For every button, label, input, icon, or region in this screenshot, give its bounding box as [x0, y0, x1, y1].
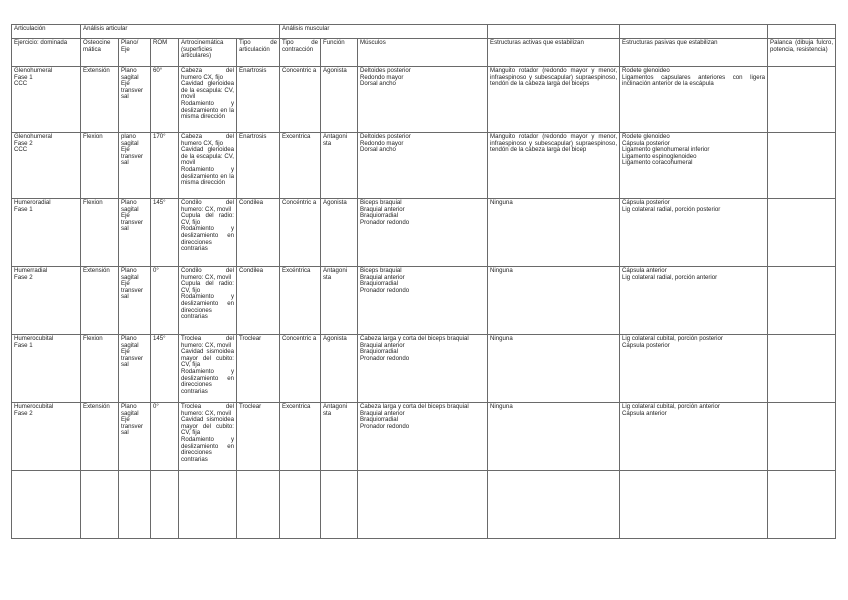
- col-funcion: Función: [321, 39, 358, 67]
- cell-articulacion: Humerradial Fase 2: [12, 267, 81, 335]
- cell-estructuras-pasivas: Cápsula anterior Lig colateral radial, porción anterior: [620, 267, 768, 335]
- cell-rom: 0°: [151, 267, 179, 335]
- cell-musculos: Biceps braquial Braquial anterior Braquiorradial Pronador redondo: [358, 199, 488, 267]
- header-empty: [768, 25, 836, 39]
- cell-estructuras-activas: Manguito rotador (redondo mayor y menor, infraespinoso y subescapular) supraespinoso, tendón de la cabeza larga del bicep: [488, 133, 620, 199]
- cell-articulacion: Glenohumeral Fase 2 CCC: [12, 133, 81, 199]
- cell-plano-eje: Plano sagital Eje transver sal: [119, 199, 151, 267]
- cell-osteocinematica: Flexion: [81, 335, 119, 403]
- col-palanca: Palanca (dibuja fulcro, potencia, resistencia): [768, 39, 836, 67]
- cell-palanca: [768, 403, 836, 471]
- cell-funcion: Antagoni sta: [321, 403, 358, 471]
- cell-estructuras-activas: Ninguna: [488, 335, 620, 403]
- column-header-row: [12, 39, 836, 67]
- cell-tipo-articulacion: Condilea: [237, 199, 280, 267]
- table-row: [12, 267, 836, 335]
- empty-cell: [179, 471, 237, 539]
- cell-osteocinematica: Flexion: [81, 199, 119, 267]
- empty-cell: [237, 471, 280, 539]
- analysis-table: [11, 24, 836, 539]
- cell-funcion: Antagoni sta: [321, 267, 358, 335]
- cell-funcion: Agonista: [321, 199, 358, 267]
- cell-tipo-contraccion: Concentric a: [280, 335, 321, 403]
- cell-artrocinematica: Cabeza del humero CX, fijo Cavidad glenoidea de la escapula: CV, movil Rodamiento y deslizamiento en la misma dirección: [179, 133, 237, 199]
- cell-plano-eje: plano sagital Eje transver sal: [119, 133, 151, 199]
- table-row: [12, 199, 836, 267]
- cell-artrocinematica: Troclea del humero: CX, movil Cavidad sismoidea mayor del cubito: CV, fija Rodamiento y deslizamiento en direcciones contrarias: [179, 403, 237, 471]
- cell-estructuras-pasivas: Rodete glenoideo Ligamentos capsulares anteriores con ligera inclinación anterior de la escápula: [620, 67, 768, 133]
- header-empty: [488, 25, 620, 39]
- cell-palanca: [768, 67, 836, 133]
- cell-estructuras-activas: Ninguna: [488, 403, 620, 471]
- cell-artrocinematica: Cabeza del humero CX, fijo Cavidad glenoidea de la escapula: CV, movil Rodamiento y deslizamiento en la misma dirección: [179, 67, 237, 133]
- cell-tipo-articulacion: Troclear: [237, 403, 280, 471]
- cell-palanca: [768, 199, 836, 267]
- col-tipo-contraccion: Tipo de contracción: [280, 39, 321, 67]
- header-analisis-muscular: Análisis muscular: [280, 25, 488, 39]
- cell-musculos: Biceps braquial Braquial anterior Braquiorradial Pronador redondo: [358, 267, 488, 335]
- col-musculos: Músculos: [358, 39, 488, 67]
- cell-tipo-articulacion: Condilea: [237, 267, 280, 335]
- table-row: [12, 67, 836, 133]
- empty-cell: [358, 471, 488, 539]
- table-row: [12, 133, 836, 199]
- cell-articulacion: Humerocubital Fase 2: [12, 403, 81, 471]
- col-tipo-articulacion: Tipo de articulación: [237, 39, 280, 67]
- cell-tipo-contraccion: Concentric a: [280, 67, 321, 133]
- cell-tipo-contraccion: Excentrica: [280, 133, 321, 199]
- cell-plano-eje: Plano sagital Eje transver sal: [119, 67, 151, 133]
- empty-cell: [620, 471, 768, 539]
- empty-cell: [151, 471, 179, 539]
- col-rom: ROM: [151, 39, 179, 67]
- cell-rom: 170°: [151, 133, 179, 199]
- table-row: [12, 403, 836, 471]
- cell-tipo-articulacion: Troclear: [237, 335, 280, 403]
- cell-rom: 145°: [151, 199, 179, 267]
- empty-cell: [321, 471, 358, 539]
- cell-musculos: Cabeza larga y corta del biceps braquial Braquial anterior Braquiorradial Pronador redondo: [358, 403, 488, 471]
- cell-estructuras-pasivas: Lig colateral cubital, porción posterior Cápsula posterior: [620, 335, 768, 403]
- cell-musculos: Deltoides posterior Redondo mayor Dorsal ancho: [358, 67, 488, 133]
- empty-cell: [119, 471, 151, 539]
- cell-tipo-contraccion: Excéntrica: [280, 267, 321, 335]
- cell-estructuras-activas: Manguito rotador (redondo mayor y menor, infraespinoso y subescapular) supraespinoso, tendón de la cabeza larga del biceps: [488, 67, 620, 133]
- cell-tipo-contraccion: Concéntric a: [280, 199, 321, 267]
- cell-artrocinematica: Troclea del humero: CX, movil Cavidad sismoidea mayor del cubito: CV, fija Rodamiento y deslizamiento en direcciones contrarias: [179, 335, 237, 403]
- cell-estructuras-pasivas: Lig colateral cubital, porción anterior Cápsula anterior: [620, 403, 768, 471]
- col-plano-eje: Plano/ Eje: [119, 39, 151, 67]
- cell-estructuras-pasivas: Rodete glenoideo Cápsula posterior Ligamento glenohumeral inferior Ligamento espinoglenoideo Ligamento coracohumeral: [620, 133, 768, 199]
- cell-tipo-articulacion: Enartrosis: [237, 67, 280, 133]
- header-empty: [620, 25, 768, 39]
- cell-palanca: [768, 133, 836, 199]
- cell-tipo-articulacion: Enartrosis: [237, 133, 280, 199]
- cell-plano-eje: Plano sagital Eje transver sal: [119, 403, 151, 471]
- cell-funcion: Agonista: [321, 67, 358, 133]
- section-header-row: [12, 25, 836, 39]
- cell-osteocinematica: Extensión: [81, 67, 119, 133]
- cell-estructuras-activas: Ninguna: [488, 267, 620, 335]
- cell-articulacion: Humerocubital Fase 1: [12, 335, 81, 403]
- cell-estructuras-pasivas: Cápsula posterior Lig colateral radial, porción posterior: [620, 199, 768, 267]
- cell-funcion: Antagoni sta: [321, 133, 358, 199]
- col-estructuras-pasivas: Estructuras pasivas que estabilizan: [620, 39, 768, 67]
- col-osteocinematica: Osteocine mática: [81, 39, 119, 67]
- table-row: [12, 335, 836, 403]
- cell-plano-eje: Plano sagital Eje transver sal: [119, 335, 151, 403]
- cell-rom: 0°: [151, 403, 179, 471]
- empty-cell: [81, 471, 119, 539]
- cell-artrocinematica: Condilo del humero: CX, movil Cupula del radio: CV, fijo Rodamiento y deslizamiento en direcciones contrarias: [179, 267, 237, 335]
- cell-osteocinematica: Extensión: [81, 403, 119, 471]
- empty-row: [12, 471, 836, 539]
- cell-osteocinematica: Flexion: [81, 133, 119, 199]
- cell-tipo-contraccion: Excentrica: [280, 403, 321, 471]
- cell-articulacion: Humeroradial Fase 1: [12, 199, 81, 267]
- cell-articulacion: Glenohumeral Fase 1 CCC: [12, 67, 81, 133]
- empty-cell: [12, 471, 81, 539]
- col-ejercicio: Ejercicio: dominada: [12, 39, 81, 67]
- cell-artrocinematica: Condilo del humero: CX, movil Cupula del radio: CV, fijo Rodamiento y deslizamiento en direcciones contrarias: [179, 199, 237, 267]
- cell-palanca: [768, 335, 836, 403]
- cell-funcion: Agonista: [321, 335, 358, 403]
- empty-cell: [768, 471, 836, 539]
- empty-cell: [280, 471, 321, 539]
- cell-rom: 60°: [151, 67, 179, 133]
- col-estructuras-activas: Estructuras activas que estabilizan: [488, 39, 620, 67]
- cell-osteocinematica: Extensión: [81, 267, 119, 335]
- header-analisis-articular: Análisis articular: [81, 25, 280, 39]
- empty-cell: [488, 471, 620, 539]
- col-artrocinematica: Artrocinemática (superficies articulares): [179, 39, 237, 67]
- cell-musculos: Cabeza larga y corta del biceps braquial Braquial anterior Braquiorradial Pronador redondo: [358, 335, 488, 403]
- cell-estructuras-activas: Ninguna: [488, 199, 620, 267]
- header-articulacion: Articulación: [12, 25, 81, 39]
- cell-palanca: [768, 267, 836, 335]
- cell-rom: 145°: [151, 335, 179, 403]
- cell-plano-eje: Plano sagital Eje transver sal: [119, 267, 151, 335]
- cell-musculos: Deltoides posterior Redondo mayor Dorsal ancho: [358, 133, 488, 199]
